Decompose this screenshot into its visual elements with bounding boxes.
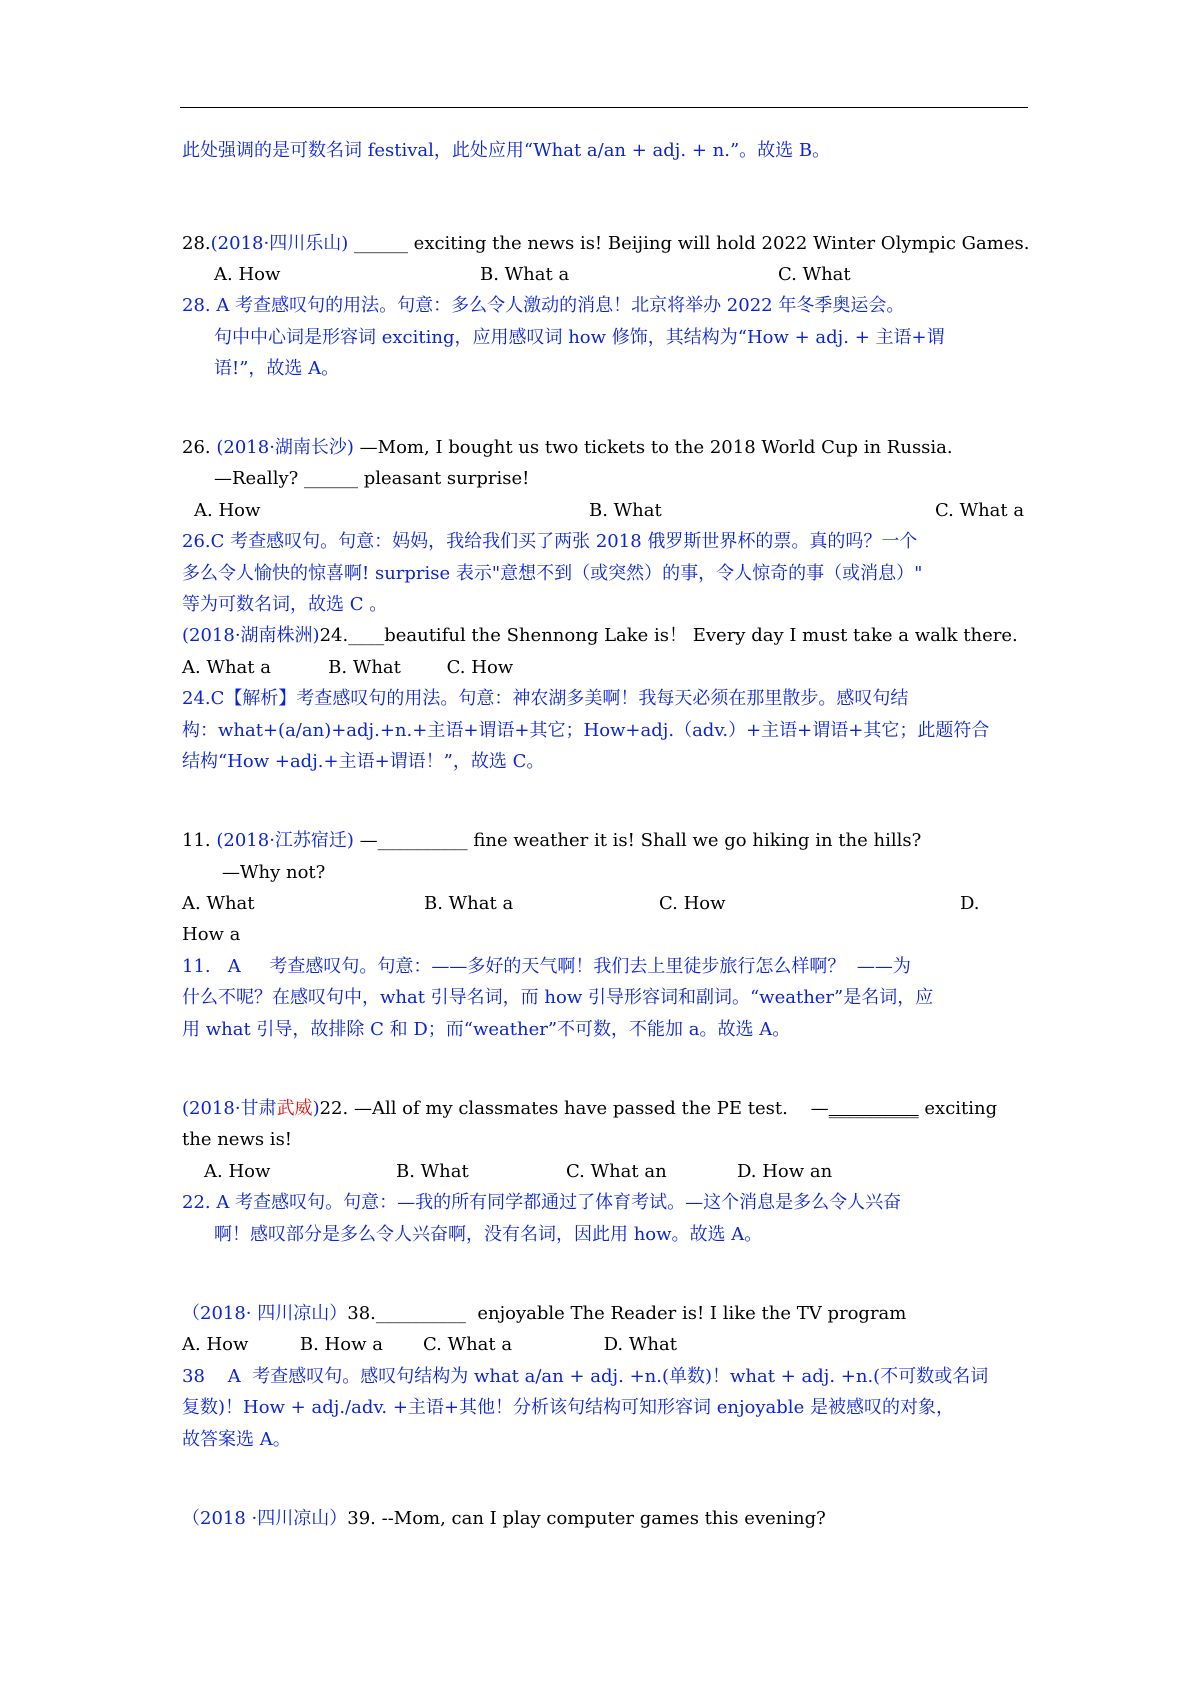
header-rule <box>180 107 1028 108</box>
q38-source: （2018· 四川凉山） <box>182 1303 348 1324</box>
q24-options: A. What a B. What C. How <box>182 657 514 678</box>
q38-explanation-3: 故答案选 A。 <box>182 1429 291 1450</box>
q11-explanation-3: 用 what 引导，故排除 C 和 D；而“weather”不可数，不能加 a。故选 A。 <box>182 1019 791 1040</box>
q11-stem-text: —__________ fine weather it is! Shall we go hiking in the hills? <box>353 830 922 851</box>
q28-option-c: C. What <box>778 264 851 285</box>
q22-stem-text-end: exciting <box>918 1098 998 1119</box>
q22-explanation-1: 22. A 考查感叹句。句意：—我的所有同学都通过了体育考试。—这个消息是多么令人兴奋 <box>182 1192 902 1213</box>
q26-option-a: A. How <box>194 500 261 521</box>
q24-explanation-3: 结构“How +adj.+主语+谓语！”，故选 C。 <box>182 751 545 772</box>
q22-source-close: ) <box>312 1098 320 1119</box>
q28-stem-text: ______ exciting the news is! Beijing will hold 2022 Winter Olympic Games. <box>348 233 1030 254</box>
q26-option-b: B. What <box>589 500 662 521</box>
q26-explanation-3: 等为可数名词，故选 C 。 <box>182 594 388 615</box>
prev-explanation: 此处强调的是可数名词 festival，此处应用“What a/an + adj. + n.”。故选 B。 <box>182 140 831 161</box>
q24-source: (2018·湖南株洲) <box>182 625 320 646</box>
q11-explanation-1: 11. A 考查感叹句。句意：——多好的天气啊！我们去上里徒步旅行怎么样啊？ ——为 <box>182 956 911 977</box>
q22-option-d: D. How an <box>737 1161 833 1182</box>
q28-option-a: A. How <box>214 264 281 285</box>
q26-stem-line2: —Really? ______ pleasant surprise! <box>214 468 530 489</box>
q11-option-b: B. What a <box>424 893 514 914</box>
q26-stem-text: —Mom, I bought us two tickets to the 2018 World Cup in Russia. <box>353 437 953 458</box>
q22-option-c: C. What an <box>566 1161 667 1182</box>
q28-option-b: B. What a <box>480 264 570 285</box>
q22-stem-text: 22. —All of my classmates have passed the PE test. — <box>319 1098 829 1119</box>
q26-stem <box>182 437 953 459</box>
q38-explanation-1: 38 A 考查感叹句。感叹句结构为 what a/an + adj. +n.(单数)！what + adj. +n.(不可数或名词 <box>182 1366 989 1387</box>
q28-explanation-1: 28. A 考查感叹句的用法。句意：多么令人激动的消息！北京将举办 2022 年冬季奥运会。 <box>182 295 905 316</box>
q28-explanation-2: 句中中心词是形容词 exciting，应用感叹词 how 修饰，其结构为“How + adj. + 主语+谓 <box>214 327 945 348</box>
q11-option-c: C. How <box>659 893 726 914</box>
q26-number: 26. <box>182 437 217 458</box>
q11-explanation-2: 什么不呢？在感叹句中，what 引导名词，而 how 引导形容词和副词。“weather”是名词，应 <box>182 987 934 1008</box>
q39-stem-text: 39. --Mom, can I play computer games this evening? <box>347 1508 826 1529</box>
q22-source-open: (2018·甘肃 <box>182 1098 277 1119</box>
q22-option-a: A. How <box>204 1161 271 1182</box>
q28-explanation-3: 语!”，故选 A。 <box>214 358 340 379</box>
q24-stem <box>182 625 1018 647</box>
q22-blank: __________ <box>828 1098 919 1119</box>
q11-stem <box>182 830 921 852</box>
q22-option-b: B. What <box>396 1161 469 1182</box>
q38-options: A. How B. How a C. What a D. What <box>182 1334 677 1355</box>
q24-stem-text: 24.____beautiful the Shennong Lake is！ Every day I must take a walk there. <box>319 625 1018 646</box>
q28-stem <box>182 233 1029 255</box>
q22-stem-line2: the news is! <box>182 1129 293 1150</box>
q11-source: (2018·江苏宿迁) <box>216 830 354 851</box>
q26-explanation-1: 26.C 考查感叹句。句意：妈妈，我给我们买了两张 2018 俄罗斯世界杯的票。真的吗？一个 <box>182 531 918 552</box>
q38-explanation-2: 复数)！How + adj./adv. +主语+其他！分析该句结构可知形容词 enjoyable 是被感叹的对象， <box>182 1397 954 1418</box>
q39-source: （2018 ·四川凉山） <box>182 1508 348 1529</box>
q39-stem <box>182 1508 826 1530</box>
q26-source: (2018·湖南长沙) <box>216 437 354 458</box>
q38-stem <box>182 1303 906 1325</box>
q11-option-d-cont: How a <box>182 924 241 945</box>
q22-explanation-2: 啊！感叹部分是多么令人兴奋啊，没有名词，因此用 how。故选 A。 <box>214 1224 763 1245</box>
q11-option-a: A. What <box>182 893 255 914</box>
q24-explanation-1: 24.C【解析】考查感叹句的用法。句意：神农湖多美啊！我每天必须在那里散步。感叹句结 <box>182 688 909 709</box>
q28-number: 28. <box>182 233 211 254</box>
q22-stem <box>182 1098 997 1120</box>
q26-option-c: C. What a <box>935 500 1025 521</box>
q38-stem-text: 38.__________ enjoyable The Reader is! I like the TV program <box>347 1303 907 1324</box>
q11-option-d: D. <box>960 893 980 914</box>
q26-explanation-2: 多么令人愉快的惊喜啊! surprise 表示"意想不到（或突然）的事，令人惊奇的事（或消息）" <box>182 563 923 584</box>
q11-number: 11. <box>182 830 217 851</box>
q22-source-city: 武威 <box>276 1098 313 1119</box>
q24-explanation-2: 构：what+(a/an)+adj.+n.+主语+谓语+其它；How+adj.（adv.）+主语+谓语+其它；此题符合 <box>182 720 990 741</box>
q11-stem-line2: —Why not? <box>222 862 326 883</box>
q28-source: (2018·四川乐山) <box>210 233 349 254</box>
